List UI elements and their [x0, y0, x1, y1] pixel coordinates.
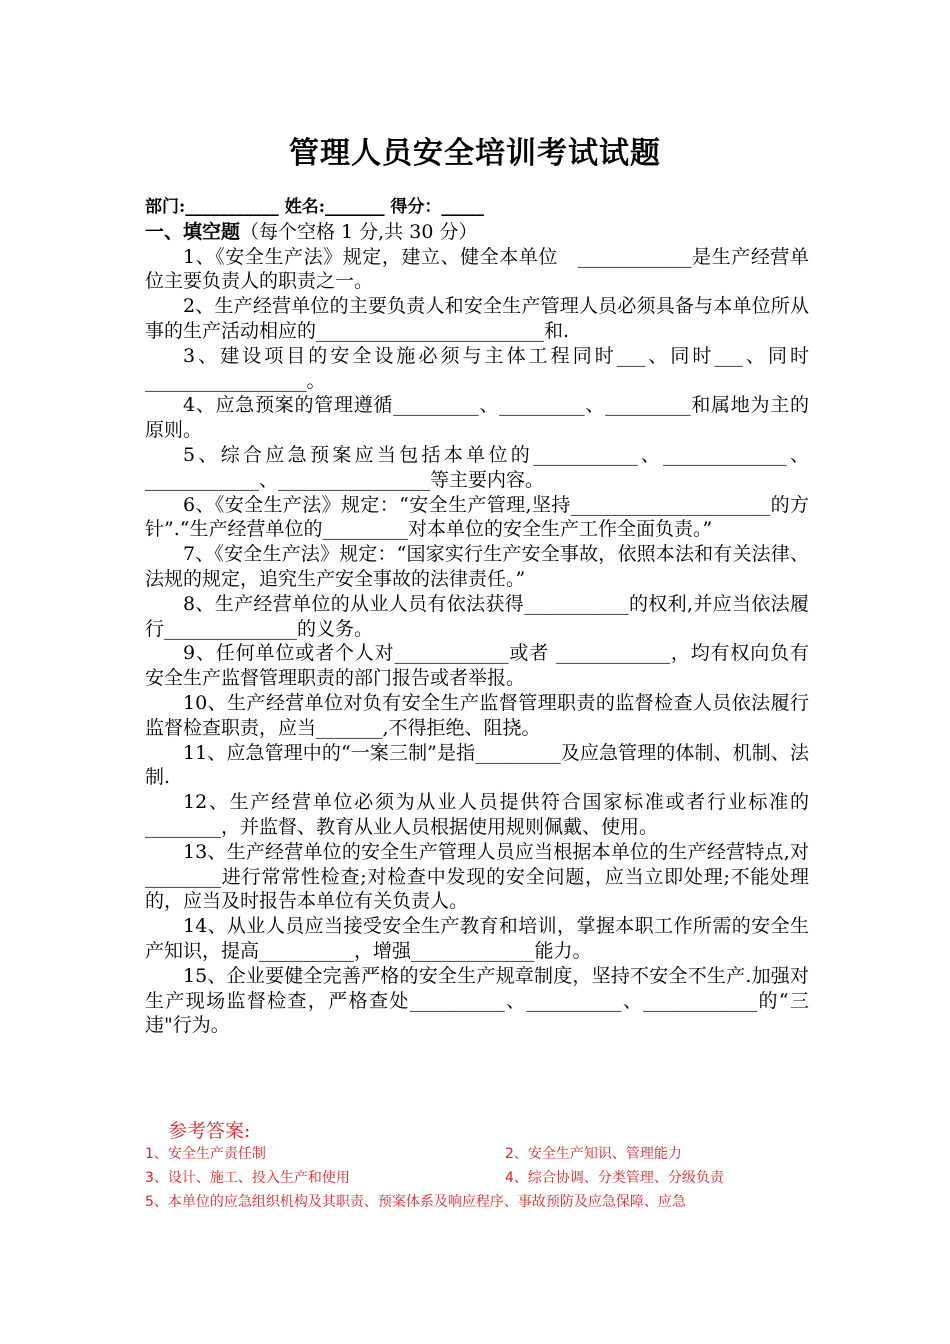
question-9: 9、任何单位或者个人对____________或者 ____________，均有权向负有安全生产监督管理职责的部门报告或者举报。 [145, 642, 809, 690]
question-13: 13、生产经营单位的安全生产管理人员应当根据本单位的生产经营特点,对________进行常常性检查;对检查中发现的安全问题，应当立即处理;不能处理的，应当及时报告本单位有关负责人。 [145, 840, 809, 913]
question-12: 12、生产经营单位必须为从业人员提供符合国家标准或者行业标准的________，并监督、教育从业人员根据使用规则佩戴、使用。 [145, 791, 809, 838]
exam-body [145, 195, 809, 1038]
question-3: 3、建设项目的安全设施必须与主体工程同时___、同时___、同时_________________。 [145, 344, 809, 392]
question-8: 8、生产经营单位的从业人员有依法获得___________的权利,并应当依法履行______________的义务。 [145, 592, 809, 640]
question-15: 15、企业要健全完善严格的安全生产规章制度，坚持不安全不生产.加强对生产现场监督检查，严格查处__________、__________、____________的“三违"行为。 [145, 964, 809, 1037]
answer-1: 1、安全生产责任制 [145, 1146, 266, 1162]
question-5: 5、综合应急预案应当包括本单位的___________、_____________、____________、________________等主要内容。 [145, 443, 809, 491]
question-14: 14、从业人员应当接受安全生产教育和培训，掌握本职工作所需的安全生产知识，提高__________，增强_____________能力。 [145, 915, 809, 962]
answer-3: 3、设计、施工、投入生产和使用 [145, 1170, 350, 1186]
question-11: 11、应急管理中的“一案三制”是指_________及应急管理的体制、机制、法制. [145, 741, 809, 789]
question-1: 1、《安全生产法》规定，建立、健全本单位 ____________是生产经营单位主要负责人的职责之一。 [145, 245, 809, 293]
section-title: 一、填空题 [145, 220, 241, 243]
answers-heading: 参考答案: [168, 1120, 251, 1142]
question-7: 7、《安全生产法》规定：“国家实行生产安全事故，依照本法和有关法律、法规的规定，追究生产安全事故的法律责任。” [145, 543, 809, 590]
question-4: 4、应急预案的管理遵循_________、_________、_________和属地为主的原则。 [145, 394, 809, 442]
question-2: 2、生产经营单位的主要负责人和安全生产管理人员必须具备与本单位所从事的生产活动相应的________________________和. [145, 295, 809, 342]
section-header [145, 220, 809, 245]
section-note: （每个空格 1 分,共 30 分） [240, 220, 478, 243]
answer-5: 5、本单位的应急组织机构及其职责、预案体系及响应程序、事故预防及应急保障、应急 [145, 1194, 686, 1210]
meta-line: 部门:___________ 姓名:_______ 得分：_____ [145, 197, 484, 217]
question-10: 10、生产经营单位对负有安全生产监督管理职责的监督检查人员依法履行监督检查职责，应当_______,不得拒绝、阻挠。 [145, 691, 809, 739]
page-title: 管理人员安全培训考试试题 [289, 136, 661, 171]
answer-4: 4、综合协调、分类管理、分级负责 [505, 1170, 724, 1186]
question-6: 6、《安全生产法》规定：“安全生产管理,坚持_____________________的方针”.“生产经营单位的_________对本单位的安全生产工作全面负责。” [145, 493, 809, 541]
answer-2: 2、安全生产知识、管理能力 [505, 1146, 682, 1162]
